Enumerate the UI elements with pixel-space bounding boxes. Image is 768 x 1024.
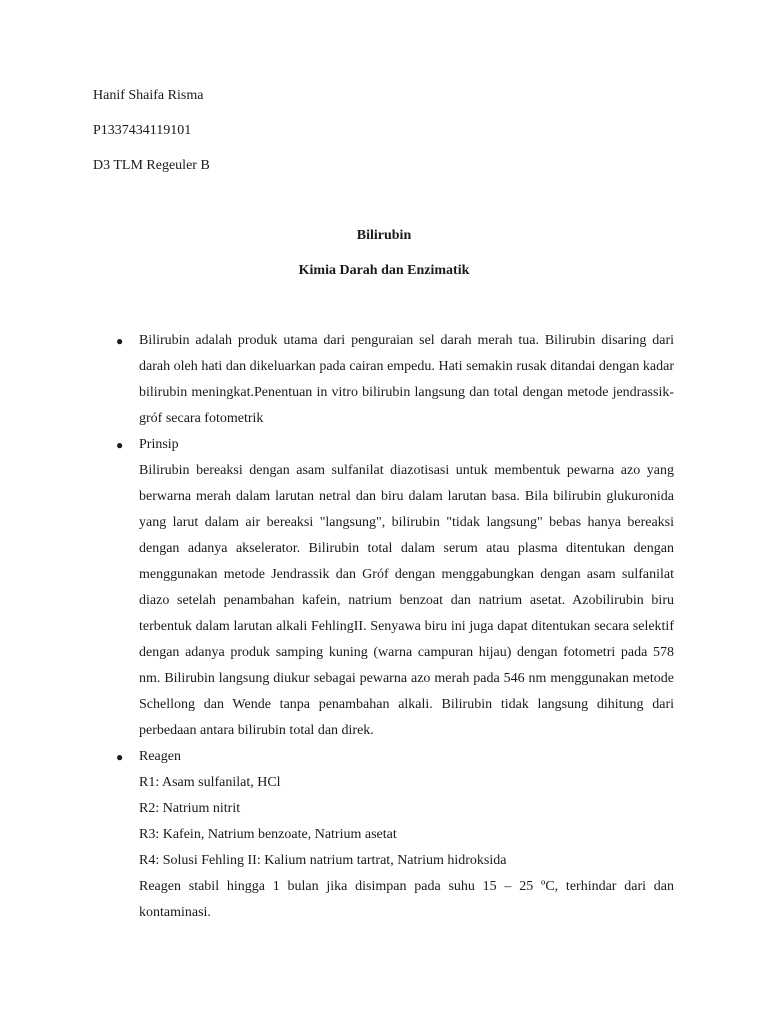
reagen-item: R1: Asam sulfanilat, HCl xyxy=(139,775,281,790)
bullet-list xyxy=(0,328,768,926)
reagen-section xyxy=(0,744,768,926)
reagen-item: R2: Natrium nitrit xyxy=(139,801,241,816)
prinsip-section xyxy=(0,432,768,744)
reagen-storage-note: Reagen stabil hingga 1 bulan jika disimpan pada suhu 15 – 25 ºC, terhindar dari dan kontaminasi. xyxy=(139,879,674,920)
reagen-item: R3: Kafein, Natrium benzoate, Natrium asetat xyxy=(139,827,397,842)
author-id-number: P1337434119101 xyxy=(93,123,192,138)
document-title: Bilirubin xyxy=(356,228,412,243)
author-class: D3 TLM Regeuler B xyxy=(93,158,210,173)
reagen-item: R4: Solusi Fehling II: Kalium natrium tartrat, Natrium hidroksida xyxy=(139,853,507,868)
bullet-icon: ● xyxy=(116,750,124,764)
bullet-icon: ● xyxy=(116,438,124,452)
author-name: Hanif Shaifa Risma xyxy=(93,88,204,103)
reagen-heading: Reagen xyxy=(139,749,181,764)
prinsip-paragraph: Bilirubin bereaksi dengan asam sulfanilat diazotisasi untuk membentuk pewarna azo yang berwarna merah dalam larutan netral dan biru dalam larutan basa. Bila bilirubin glukuronida yang larut dalam air bereaksi "langsung", bilirubin "tidak langsung" bebas hanya bereaksi dengan adanya akselerator. Bilirubin total dalam serum atau plasma ditentukan dengan menggunakan metode Jendrassik dan Gróf dengan menggabungkan dengan asam sulfanilat diazo setelah penambahan kafein, natrium benzoat dan natrium asetat. Azobilirubin biru terbentuk dalam larutan alkali FehlingII. Senyawa biru ini juga dapat ditentukan secara selektif dengan adanya produk samping kuning (warna campuran hijau) dengan fotometri pada 578 nm. Bilirubin langsung diukur sebagai pewarna azo merah pada 546 nm menggunakan metode Schellong dan Wende tanpa penambahan alkali. Bilirubin tidak langsung dihitung dari perbedaan antara bilirubin total dan direk. xyxy=(139,463,674,738)
intro-section xyxy=(0,328,768,432)
document-subtitle: Kimia Darah dan Enzimatik xyxy=(298,263,470,278)
intro-paragraph: Bilirubin adalah produk utama dari penguraian sel darah merah tua. Bilirubin disaring dari darah oleh hati dan dikeluarkan pada cairan empedu. Hati semakin rusak ditandai dengan kadar bilirubin meningkat.Penentuan in vitro bilirubin langsung dan total dengan metode jendrassik-gróf secara fotometrik xyxy=(139,333,674,426)
prinsip-heading: Prinsip xyxy=(139,437,179,452)
bullet-icon: ● xyxy=(116,334,124,348)
